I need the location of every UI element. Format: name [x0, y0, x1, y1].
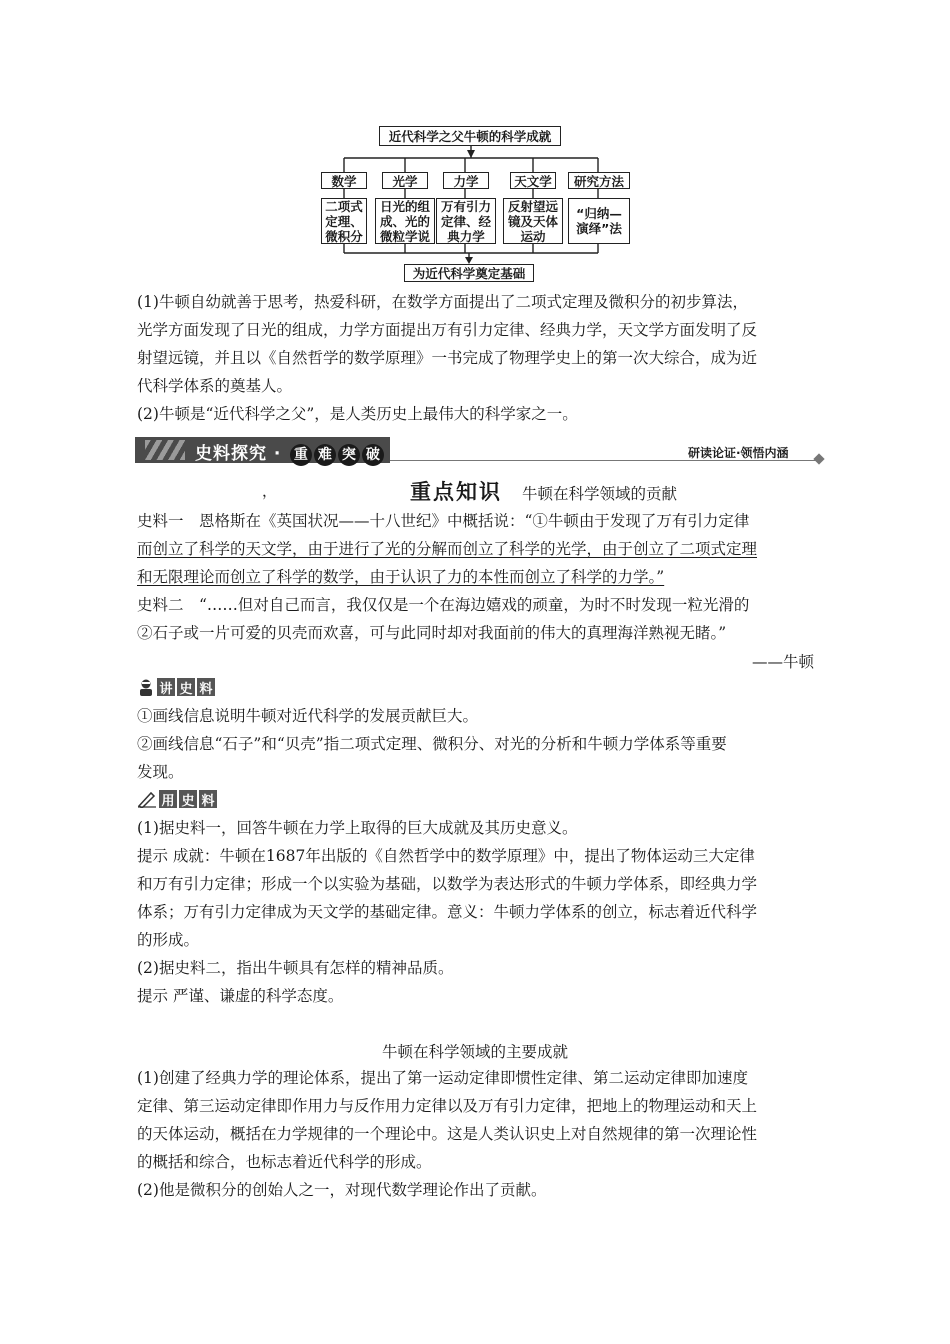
source1-line-2: 而创立了科学的天文学，由于进行了光的分解而创立了科学的光学，由于创立了二项式定理	[137, 540, 758, 558]
intro-line-3: 射望远镜，并且以《自然哲学的数学原理》一书完成了物理学史上的第一次大综合，成为近	[137, 349, 758, 367]
diagram-conclusion: 为近代科学奠定基础	[404, 264, 534, 282]
intro-line-1: (1)牛顿自幼就善于思考，热爱科研，在数学方面提出了二项式定理及微积分的初步算法，	[137, 293, 748, 311]
diagram-title: 近代科学之父牛顿的科学成就	[379, 126, 561, 146]
summary-line-3: 的天体运动，概括在力学规律的一个理论中。这是人类认识史上对自然规律的第一次理论性	[137, 1125, 758, 1143]
category-math: 数学	[321, 172, 367, 189]
banner-title: 史料探究 · 重 难 突 破	[195, 439, 384, 466]
summary-line-2: 定律、第三运动定律即作用力与反作用力定律以及万有引力定律，把地上的物理运动和天上	[137, 1097, 758, 1115]
detail-mechanics: 万有引力 定律、经 典力学	[436, 198, 496, 244]
summary-title: 牛顿在科学领域的主要成就	[381, 1043, 568, 1061]
summary-line-1: (1)创建了经典力学的理论体系，提出了第一运动定律即惯性定律、第二运动定律即加速度	[137, 1069, 748, 1087]
source2-line-1: 史料二 “……但对自己而言，我仅仅是一个在海边嬉戏的顽童，为时不时发现一粒光滑的	[137, 596, 750, 614]
section-heading: 重点知识	[410, 480, 502, 504]
source1-line-1: 史料一 恩格斯在《英国状况——十八世纪》中概括说：“①牛顿由于发现了万有引力定律	[137, 512, 750, 530]
category-mechanics: 力学	[443, 172, 489, 189]
use-line-4: 体系；万有引力定律成为天文学的基础定律。意义：牛顿力学体系的创立，标志着近代科学	[137, 903, 758, 921]
summary-line-5: (2)他是微积分的创始人之一，对现代数学理论作出了贡献。	[137, 1181, 547, 1199]
detail-astronomy: 反射望远 镜及天体 运动	[503, 198, 563, 244]
diamond-icon	[813, 453, 824, 464]
pen-icon	[137, 790, 157, 808]
use-line-5: 的形成。	[137, 931, 200, 949]
explain-line-3: 发现。	[137, 763, 184, 781]
intro-line-5: (2)牛顿是“近代科学之父”，是人类历史上最伟大的科学家之一。	[137, 405, 578, 423]
use-line-2: 提示 成就：牛顿在1687年出版的《自然哲学中的数学原理》中，提出了物体运动三大定律	[137, 847, 755, 865]
explain-line-2: ②画线信息“石子”和“贝壳”指二项式定理、微积分、对光的分析和牛顿力学体系等重要	[137, 735, 727, 753]
source1-line-3: 和无限理论而创立了科学的数学，由于认识了力的本性而创立了科学的力学。”	[137, 568, 665, 586]
use-line-7: 提示 严谨、谦虚的科学态度。	[137, 987, 344, 1005]
intro-line-4: 代科学体系的奠基人。	[137, 377, 293, 395]
explain-line-1: ①画线信息说明牛顿对近代科学的发展贡献巨大。	[137, 707, 479, 725]
source2-attribution: ——牛顿	[751, 653, 814, 671]
use-line-3: 和万有引力定律；形成一个以实验为基础，以数学为表达形式的牛顿力学体系，即经典力学	[137, 875, 758, 893]
category-method: 研究方法	[568, 172, 630, 189]
detail-method: “归纳— 演绎”法	[568, 198, 630, 244]
category-astronomy: 天文学	[510, 172, 556, 189]
explain-badge: 讲 史 料	[137, 677, 215, 697]
detail-optics: 日光的组 成、光的 微粒学说	[375, 198, 435, 244]
banner-tagline: 研读论证·领悟内涵	[688, 446, 789, 460]
detail-math: 二项式 定理、 微积分	[321, 198, 367, 244]
teacher-icon	[137, 678, 155, 696]
use-badge: 用 史 料	[137, 789, 217, 809]
heading-comma: ，	[262, 482, 278, 500]
use-line-6: (2)据史料二，指出牛顿具有怎样的精神品质。	[137, 959, 454, 977]
summary-line-4: 的概括和综合，也标志着近代科学的形成。	[137, 1153, 432, 1171]
intro-line-2: 光学方面发现了日光的组成，力学方面提出万有引力定律、经典力学，天文学方面发明了反	[137, 321, 758, 339]
use-line-1: (1)据史料一，回答牛顿在力学上取得的巨大成就及其历史意义。	[137, 819, 578, 837]
banner-stripes	[145, 440, 185, 460]
section-subheading: 牛顿在科学领域的贡献	[522, 485, 678, 503]
section-banner	[135, 437, 390, 463]
diagram-connectors	[0, 0, 950, 300]
source2-line-2: ②石子或一片可爱的贝壳而欢喜，可与此同时却对我面前的伟大的真理海洋熟视无睹。”	[137, 624, 727, 642]
category-optics: 光学	[382, 172, 428, 189]
